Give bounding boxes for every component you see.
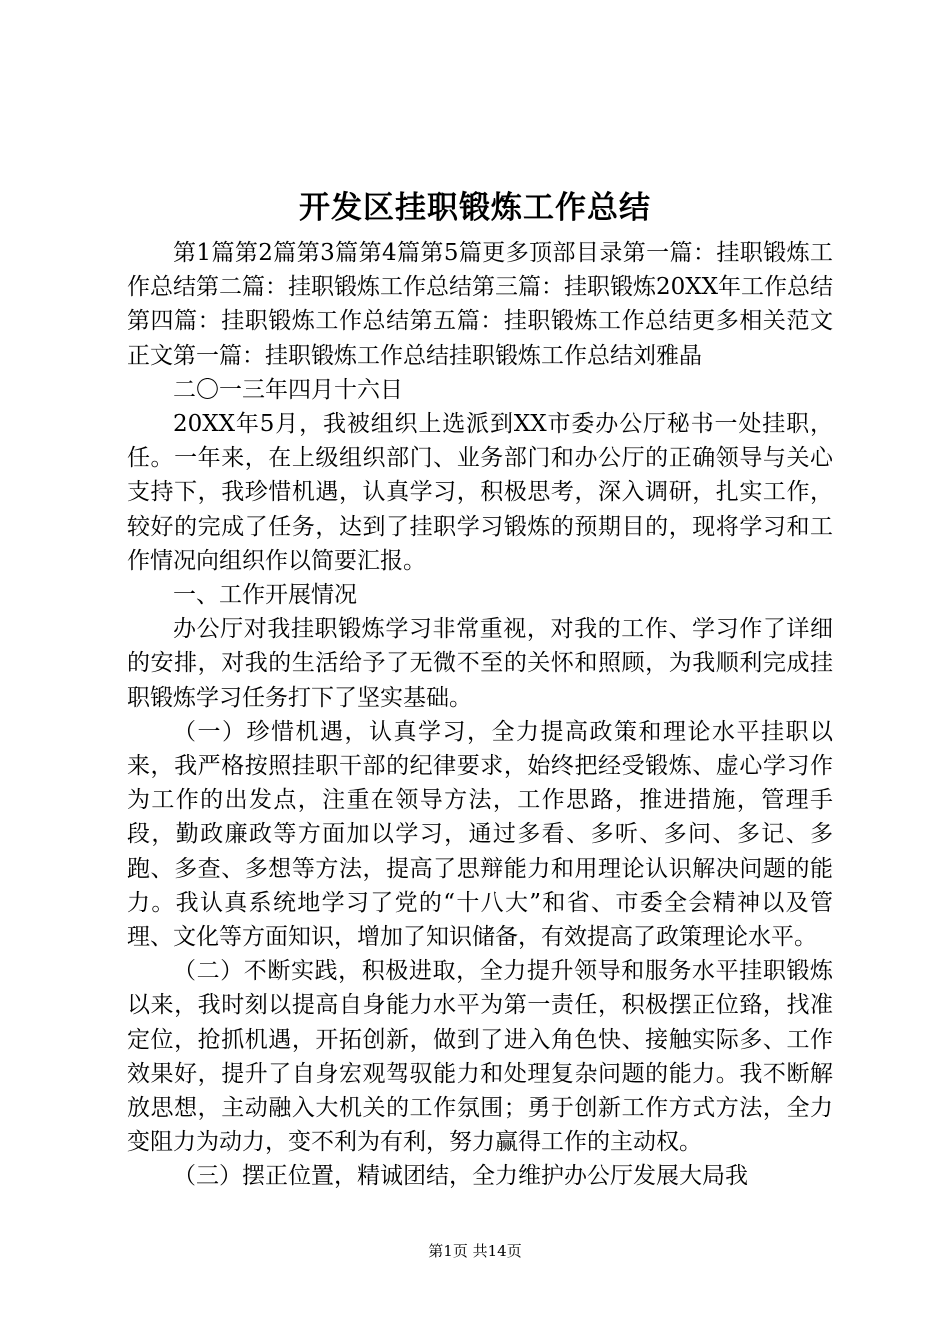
paragraph-subsection-2: （二）不断实践，积极进取，全力提升领导和服务水平挂职锻炼以来，我时刻以提高自身能力水平为第一责任，积极摆正位臵，找准定位，抢抓机遇，开拓创新，做到了进入角色快、接触实际多、工作效果好，提升了自身宏观驾驭能力和处理复杂问题的能力。我不断解放思想，主动融入大机关的工作氛围；勇于创新工作方式方法，全力变阻力为动力，变不利为有利，努力赢得工作的主动权。 — [127, 958, 833, 1156]
paragraph-office-support: 办公厅对我挂职锻炼学习非常重视，对我的工作、学习作了详细的安排，对我的生活给予了无微不至的关怀和照顾，为我顺利完成挂职锻炼学习任务打下了坚实基础。 — [127, 616, 833, 711]
section-heading-work-situation: 一、工作开展情况 — [173, 582, 357, 609]
paragraph-date: 二〇一三年四月十六日 — [173, 376, 403, 403]
paragraph-table-of-contents: 第1篇第2篇第3篇第4篇第5篇更多顶部目录第一篇：挂职锻炼工作总结第二篇：挂职锻炼工作总结第三篇：挂职锻炼20XX年工作总结第四篇：挂职锻炼工作总结第五篇：挂职锻炼工作总结更多相关范文正文第一篇：挂职锻炼工作总结挂职锻炼工作总结刘雅晶 — [127, 240, 834, 369]
paragraph-subsection-1: （一）珍惜机遇，认真学习，全力提高政策和理论水平挂职以来，我严格按照挂职干部的纪律要求，始终把经受锻炼、虚心学习作为工作的出发点，注重在领导方法，工作思路，推进措施，管理手段，勤政廉政等方面加以学习，通过多看、多听、多问、多记、多跑、多查、多想等方法，提高了思辩能力和用理论认识解决问题的能力。我认真系统地学习了党的“十八大”和省、市委全会精神以及管理、文化等方面知识，增加了知识储备，有效提高了政策理论水平。 — [127, 718, 833, 951]
document-title: 开发区挂职锻炼工作总结 — [299, 190, 651, 226]
paragraph-introduction: 20XX年5月，我被组织上选派到XX市委办公厅秘书一处挂职，任。一年来，在上级组织部门、业务部门和办公厅的正确领导与关心支持下，我珍惜机遇，认真学习，积极思考，深入调研，扎实工作，较好的完成了任务，达到了挂职学习锻炼的预期目的，现将学习和工作情况向组织作以简要汇报。 — [127, 411, 833, 574]
document-body — [127, 236, 833, 1194]
page-number-footer: 第1页 共14页 — [428, 1242, 522, 1260]
paragraph-subsection-3: （三）摆正位置，精诚团结，全力维护办公厅发展大局我 — [173, 1163, 748, 1190]
